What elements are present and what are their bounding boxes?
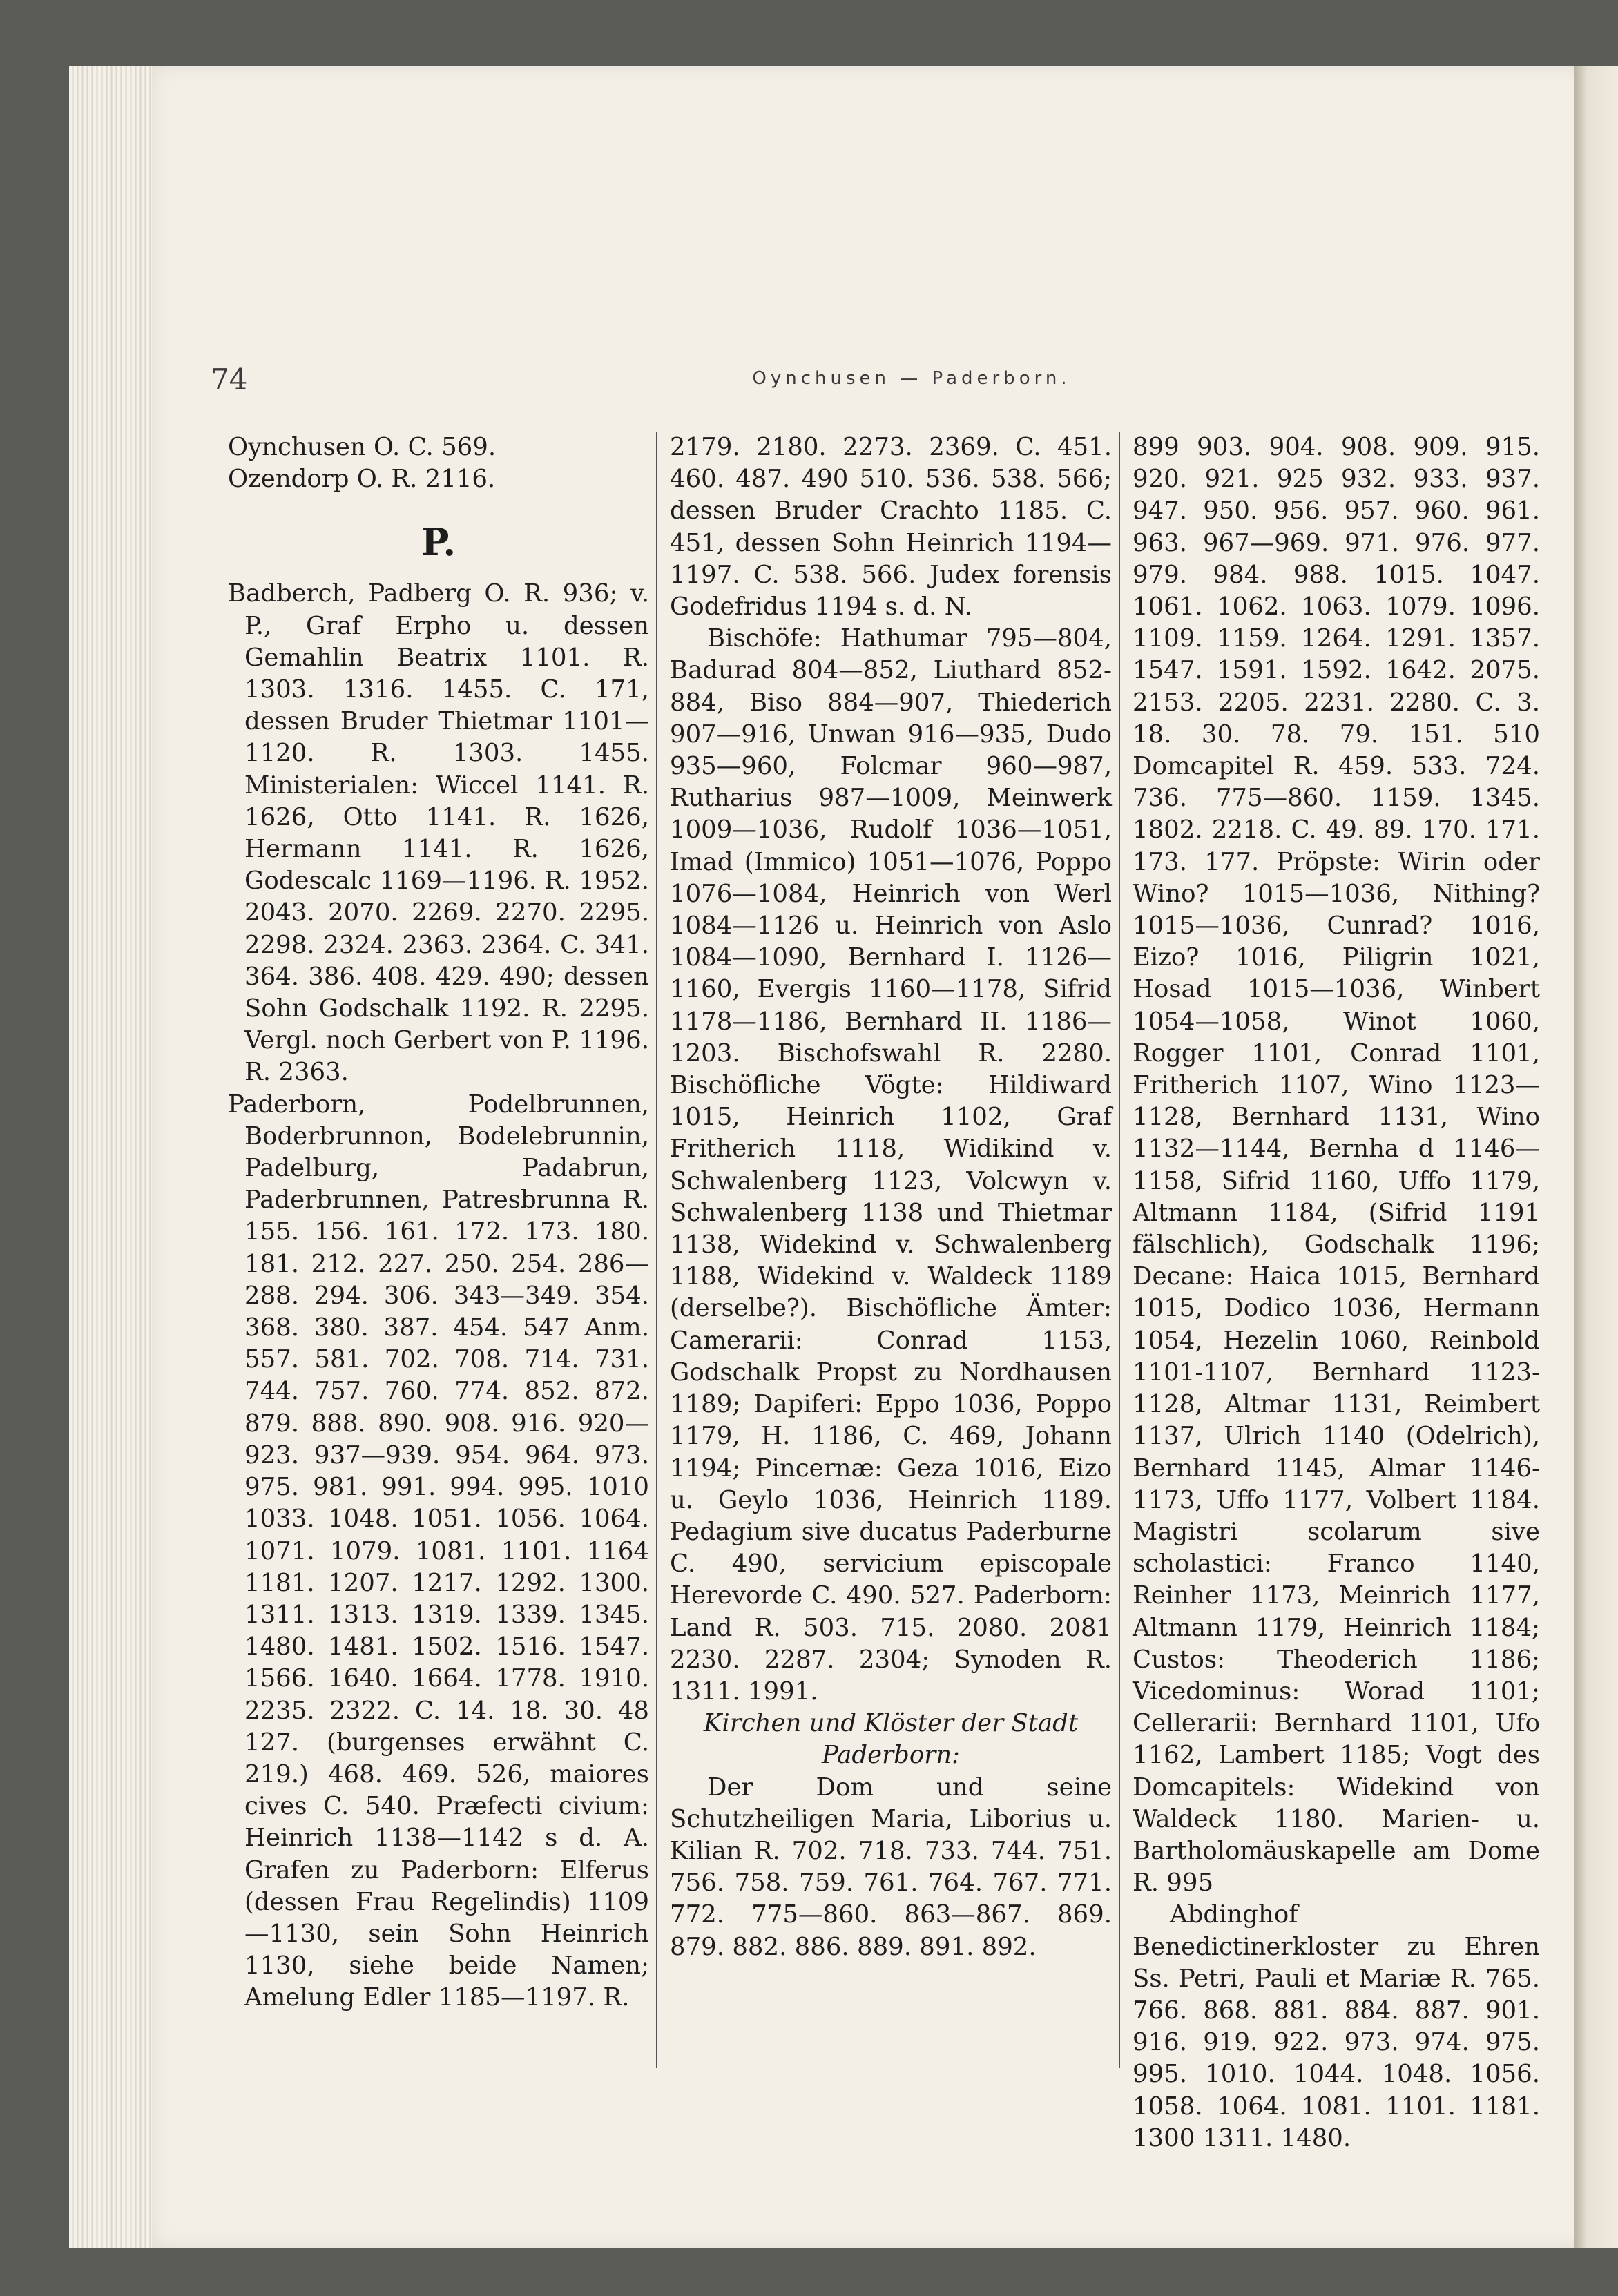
page-edge-right	[1574, 66, 1618, 2248]
heading-kirchen: Kirchen und Klöster der Stadt Paderborn:	[703, 1709, 1079, 1770]
dom-continued: 899 903. 904. 908. 909. 915. 920. 921. 925 932. 933. 937. 947. 950. 956. 957. 960. 961. 963. 967—969. 971. 976. 977. 979. 984. 988. 1015. 1047. 1061. 1062. 1063. 1079. 1096. 1109. 1159. 1264. 1291. 1357. 1547. 1591. 1592. 1642. 2075. 2153. 2205. 2231. 2280. C. 3. 18. 30. 78. 79. 151. 510 Domcapitel R. 459. 533. 724. 736. 775—860. 1159. 1345. 1802. 2218. C. 49. 89. 170. 171. 173. 177. Pröpste: Wirin oder Wino? 1015—1036, Nithing? 1015—1036, Cunrad? 1016, Eizo? 1016, Piligrin 1021, Hosad 1015—1036, Winbert 1054—1058, Winot 1060, Rogger 1101, Conrad 1101, Fritherich 1107, Wino 1123—1128, Bernhard 1131, Wino 1132—1144, Bernha d 1146—1158, Sifrid 1160, Uffo 1179, Altmann 1184, (Sifrid 1191 fälschlich), Godschalk 1196; Decane: Haica 1015, Bernhard 1015, Dodico 1036, Hermann 1054, Hezelin 1060, Reinbold 1101-1107, Bernhard 1123-1128, Altmar 1131, Reimbert 1137, Ulrich 1140 (Odelrich), Bernhard 1145, Almar 1146-1173, Uffo 1177, Volbert 1184. Magistri scolarum sive scholastici: Franco 1140, Reinher 1173, Meinrich 1177, Altmann 1179, Heinrich 1184; Custos: Theoderich 1186; Vicedominus: Worad 1101; Cellerarii: Bernhard 1101, Ufo 1162, Lambert 1185; Vogt des Domcapitels: Widekind von Waldeck 1180. Marien- u. Bartholomäuskapelle am Dome R. 995	[1133, 433, 1540, 1898]
section-letter: P.	[421, 520, 456, 565]
book-page	[138, 66, 1574, 2248]
column-2	[670, 432, 1112, 1963]
entry-abdinghof: Abdinghof Benedictinerkloster zu Ehren Ss. Petri, Pauli et Mariæ R. 765. 766. 868. 881. 884. 887. 901. 916. 919. 922. 973. 974. 975. 995. 1010. 1044. 1048. 1056. 1058. 1064. 1081. 1101. 1181. 1300 1311. 1480.	[1133, 1900, 1540, 2152]
entry-badberch: Badberch, Padberg O. R. 936; v. P., Graf Erpho u. dessen Gemahlin Beatrix 1101. R. 1303. 1316. 1455. C. 171, dessen Bruder Thietmar 1101—1120. R. 1303. 1455. Ministerialen: Wiccel 1141. R. 1626, Otto 1141. R. 1626, Hermann 1141. R. 1626, Godescalc 1169—1196. R. 1952. 2043. 2070. 2269. 2270. 2295. 2298. 2324. 2363. 2364. C. 341. 364. 386. 408. 429. 490; dessen Sohn Godschalk 1192. R. 2295. Vergl. noch Gerbert von P. 1196. R. 2363.	[228, 579, 649, 1087]
paderborn-continued: 2179. 2180. 2273. 2369. C. 451. 460. 487. 490 510. 536. 538. 566; dessen Bruder Crachto 1185. C. 451, dessen Sohn Heinrich 1194—1197. C. 538. 566. Judex forensis Godefridus 1194 s. d. N.	[670, 433, 1112, 621]
running-head: Oynchusen — Paderborn.	[752, 368, 1071, 389]
entry-ozendorp: Ozendorp O. R. 2116.	[228, 465, 496, 494]
column-divider-2	[1119, 432, 1120, 2068]
page-edges-left	[69, 66, 152, 2248]
entry-oynchusen: Oynchusen O. C. 569.	[228, 433, 497, 461]
column-divider-1	[656, 432, 657, 2068]
column-3	[1133, 432, 1540, 2154]
paderborn-dom: Der Dom und seine Schutzheiligen Maria, Liborius u. Kilian R. 702. 718. 733. 744. 751. 756. 758. 759. 761. 764. 767. 771. 772. 775—860. 863—867. 869. 879. 882. 886. 889. 891. 892.	[670, 1773, 1112, 1961]
page-header	[138, 363, 1574, 404]
paderborn-bischoefe: Bischöfe: Hathumar 795—804, Badurad 804—852, Liuthard 852-884, Biso 884—907, Thiederich 907—916, Unwan 916—935, Dudo 935—960, Folcmar 960—987, Rutharius 987—1009, Meinwerk 1009—1036, Rudolf 1036—1051, Imad (Immico) 1051—1076, Poppo 1076—1084, Heinrich von Werl 1084—1126 u. Heinrich von Aslo 1084—1090, Bernhard I. 1126—1160, Evergis 1160—1178, Sifrid 1178—1186, Bernhard II. 1186—1203. Bischofswahl R. 2280. Bischöfliche Vögte: Hildiward 1015, Heinrich 1102, Graf Fritherich 1118, Widikind v. Schwalenberg 1123, Volcwyn v. Schwalenberg 1138 und Thietmar 1138, Widekind v. Schwalenberg 1188, Widekind v. Waldeck 1189 (derselbe?). Bischöfliche Ämter: Camerarii: Conrad 1153, Godschalk Propst zu Nordhausen 1189; Dapiferi: Eppo 1036, Poppo 1179, H. 1186, C. 469, Johann 1194; Pincernæ: Geza 1016, Eizo u. Geylo 1036, Heinrich 1189. Pedagium sive ducatus Paderburne C. 490, servicium episcopale Herevorde C. 490. 527. Paderborn: Land R. 503. 715. 2080. 2081 2230. 2287. 2304; Synoden R. 1311. 1991.	[670, 624, 1112, 1706]
column-1	[228, 432, 649, 2014]
entry-paderborn: Paderborn, Podelbrunnen, Boderbrunnon, Bodelebrunnin, Padelburg, Padabrun, Paderbrunnen, Patresbrunna R. 155. 156. 161. 172. 173. 180. 181. 212. 227. 250. 254. 286—288. 294. 306. 343—349. 354. 368. 380. 387. 454. 547 Anm. 557. 581. 702. 708. 714. 731. 744. 757. 760. 774. 852. 872. 879. 888. 890. 908. 916. 920—923. 937—939. 954. 964. 973. 975. 981. 991. 994. 995. 1010 1033. 1048. 1051. 1056. 1064. 1071. 1079. 1081. 1101. 1164 1181. 1207. 1217. 1292. 1300. 1311. 1313. 1319. 1339. 1345. 1480. 1481. 1502. 1516. 1547. 1566. 1640. 1664. 1778. 1910. 2235. 2322. C. 14. 18. 30. 48 127. (burgenses erwähnt C. 219.) 468. 469. 526, maiores cives C. 540. Præfecti civium: Heinrich 1138—1142 s d. A. Grafen zu Paderborn: Elferus (dessen Frau Regelindis) 1109—1130, sein Sohn Heinrich 1130, siehe beide Namen; Amelung Edler 1185—1197. R.	[228, 1090, 649, 2012]
page-number: 74	[211, 363, 248, 396]
